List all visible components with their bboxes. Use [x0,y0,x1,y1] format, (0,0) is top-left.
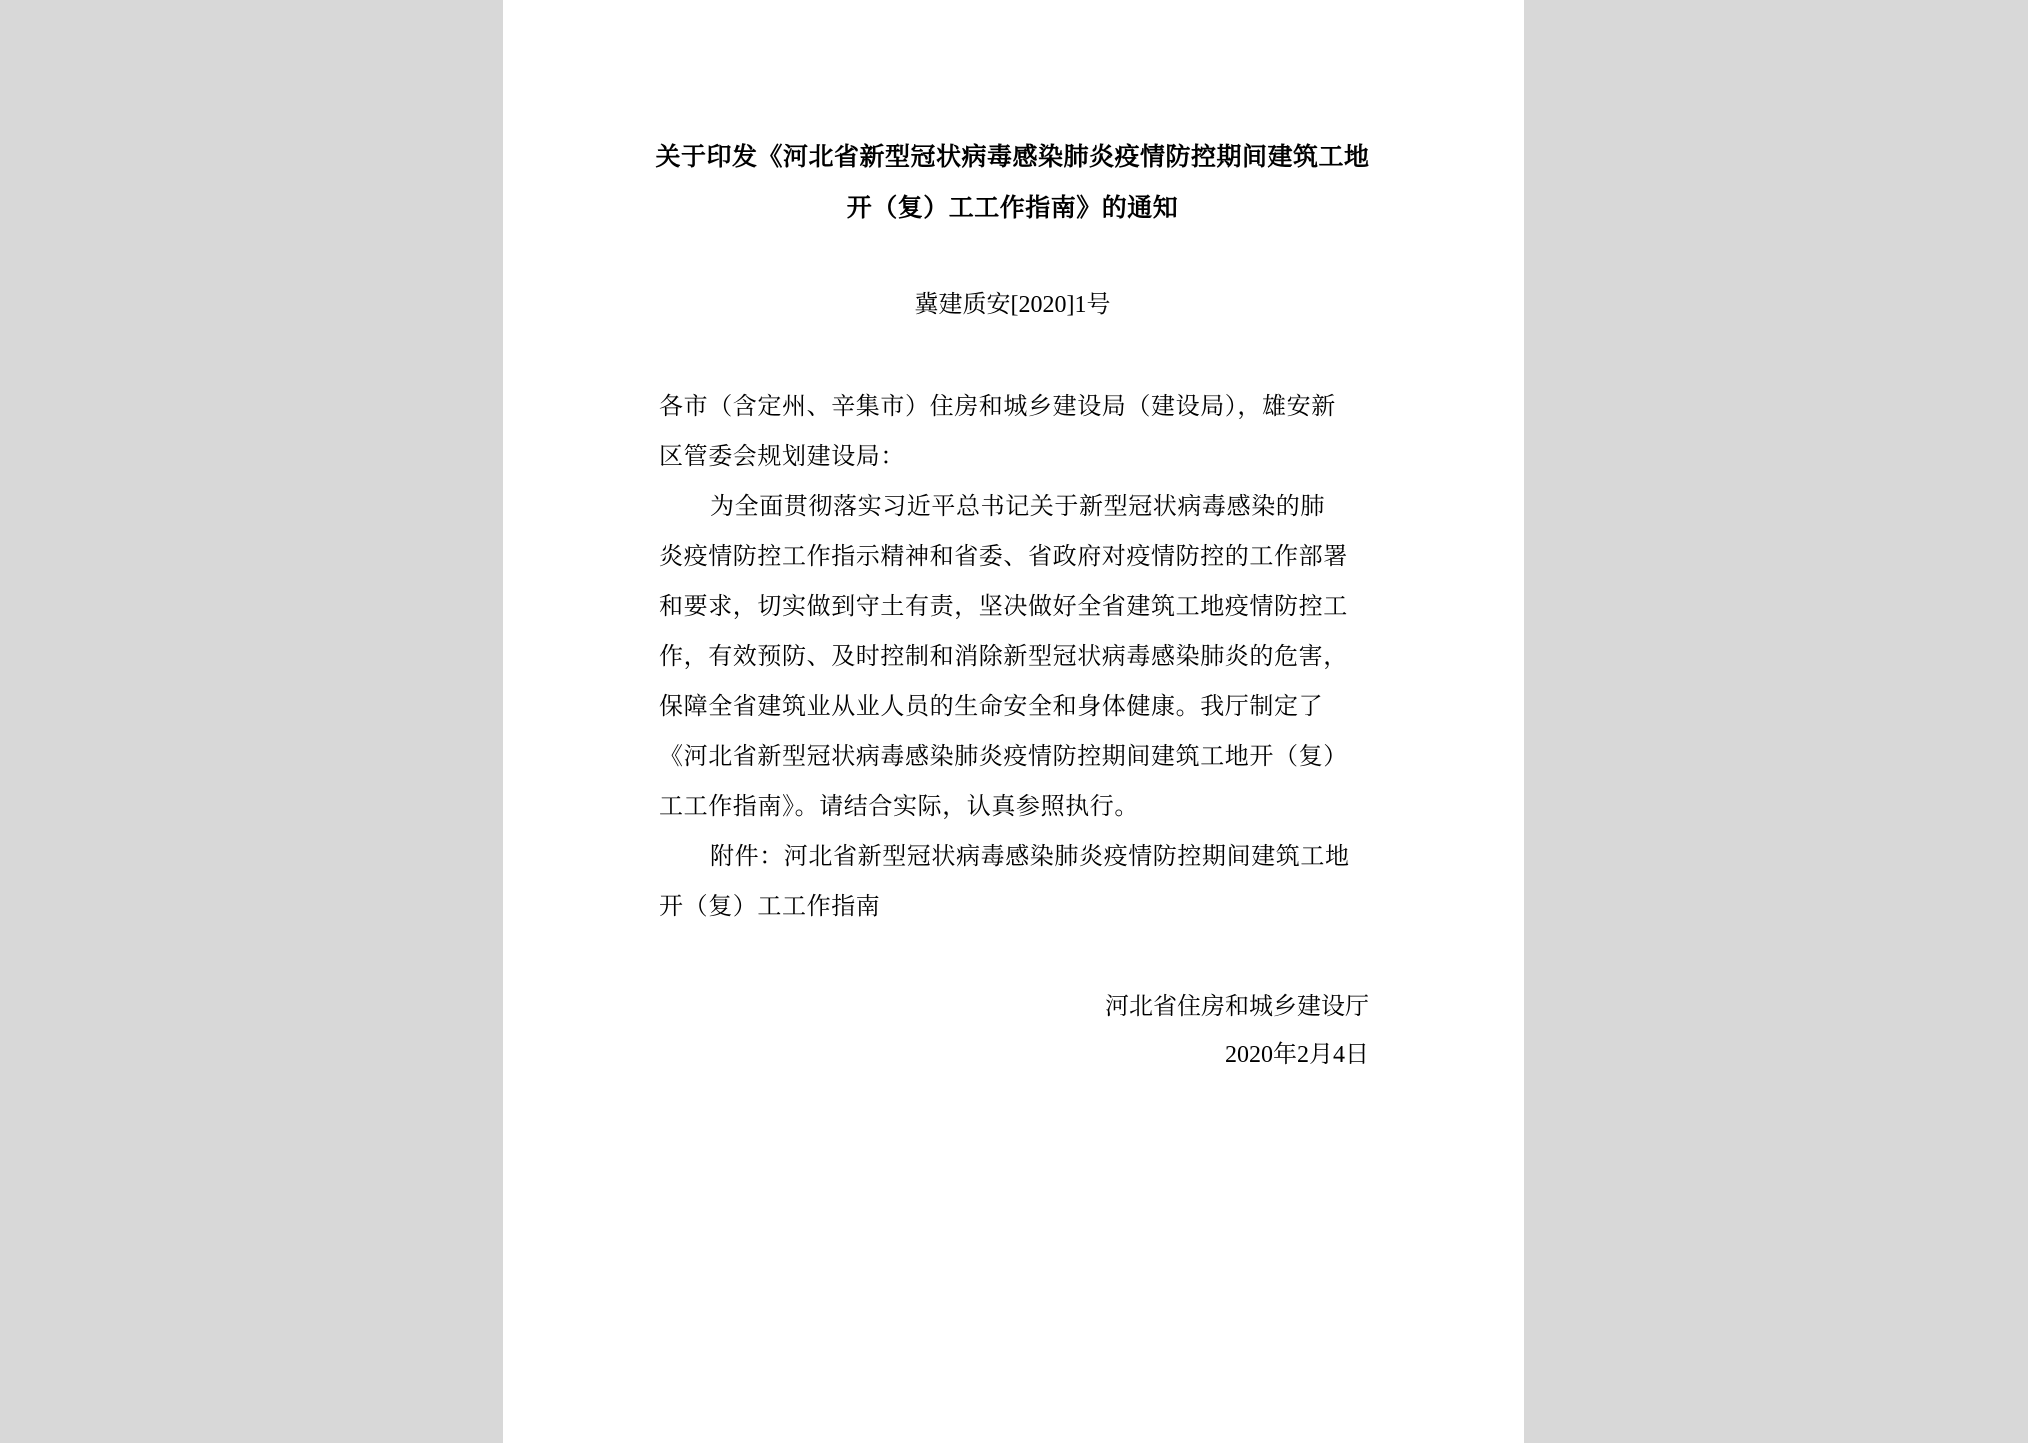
attachment-line-1: 附件：河北省新型冠状病毒感染肺炎疫情防控期间建筑工地 [710,844,1350,870]
title-line-2: 开（复）工工作指南》的通知 [846,193,1179,222]
body-line-1: 为全面贯彻落实习近平总书记关于新型冠状病毒感染的肺 [710,494,1325,520]
title-line-1: 关于印发《河北省新型冠状病毒感染肺炎疫情防控期间建筑工地 [655,142,1370,171]
document-number: 冀建质安[2020]1号 [914,292,1111,318]
issue-date: 2020年2月4日 [1225,1042,1369,1068]
body-line-4: 作，有效预防、及时控制和消除新型冠状病毒感染肺炎的危害， [659,644,1348,670]
salutation-line-1: 各市（含定州、辛集市）住房和城乡建设局（建设局），雄安新 [659,394,1336,420]
body-line-3: 和要求，切实做到守土有责，坚决做好全省建筑工地疫情防控工 [659,594,1348,620]
body-line-6: 《河北省新型冠状病毒感染肺炎疫情防控期间建筑工地开（复） [659,744,1348,770]
attachment-line-2: 开（复）工工作指南 [659,894,881,920]
body-line-5: 保障全省建筑业从业人员的生命安全和身体健康。我厅制定了 [659,694,1324,720]
issuer-name: 河北省住房和城乡建设厅 [1105,994,1369,1020]
body-line-2: 炎疫情防控工作指示精神和省委、省政府对疫情防控的工作部署 [659,544,1348,570]
body-line-7: 工工作指南》。请结合实际，认真参照执行。 [659,794,1139,820]
salutation-line-2: 区管委会规划建设局： [659,444,905,470]
